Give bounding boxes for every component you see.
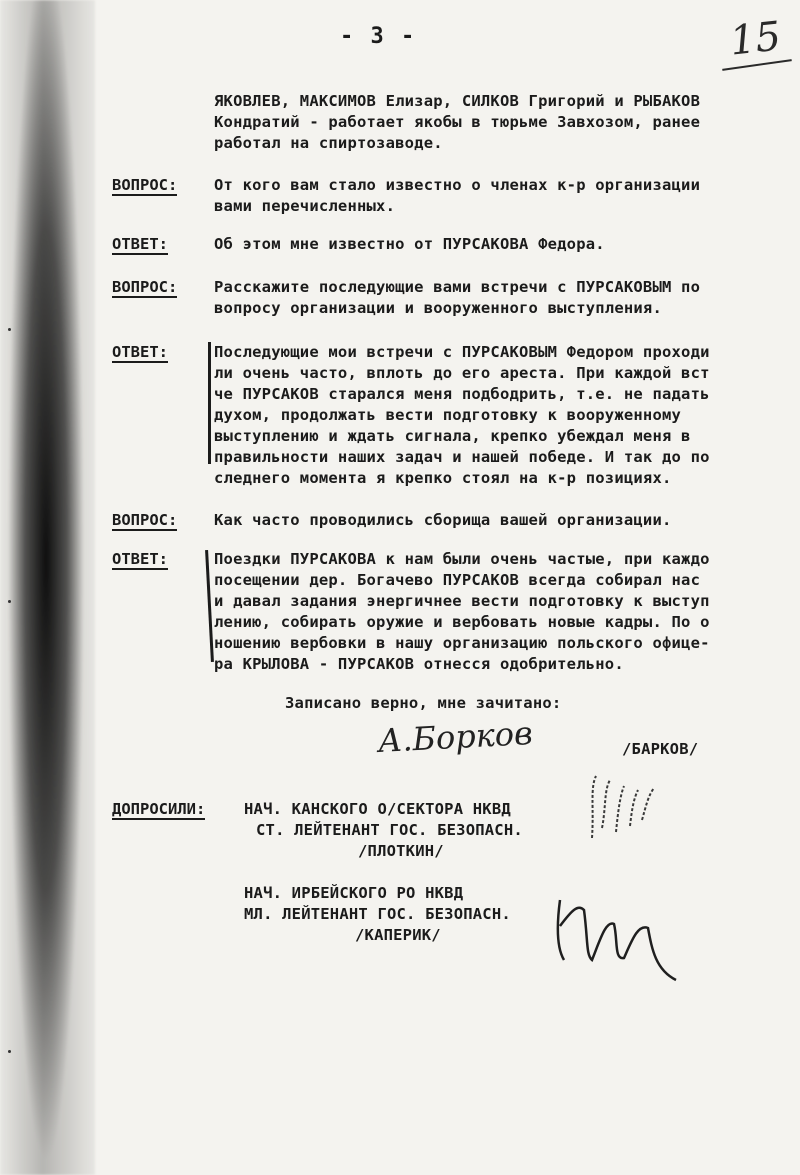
- answer-label: ОТВЕТ:: [112, 550, 168, 568]
- question-text: вопросу организации и вооруженного выступления.: [214, 299, 662, 317]
- answer-text: посещении дер. Богачево ПУРСАКОВ всегда собирал нас: [214, 571, 701, 589]
- kaperik-signature: [548, 880, 688, 990]
- intro-line: Кондратий - работает якобы в тюрьме Завхозом, ранее: [214, 113, 701, 131]
- answer-label: ОТВЕТ:: [112, 343, 168, 361]
- question-label: ВОПРОС:: [112, 511, 178, 529]
- interrogators-label: ДОПРОСИЛИ:: [112, 800, 206, 818]
- answer-text: лению, собирать оружие и вербовать новые кадры. По о: [214, 613, 710, 631]
- question-text: Расскажите последующие вами встречи с ПУРСАКОВЫМ по: [214, 278, 701, 296]
- interrogator-rank: МЛ. ЛЕЙТЕНАНТ ГОС. БЕЗОПАСН.: [244, 905, 511, 923]
- answer-text: че ПУРСАКОВ старался меня подбодрить, т.е. не падать: [214, 385, 710, 403]
- answer-text: Последующие мои встречи с ПУРСАКОВЫМ Федором проходи: [214, 343, 710, 361]
- question-label: ВОПРОС:: [112, 278, 178, 296]
- page-number: - 3 -: [340, 24, 417, 49]
- archive-number: 15: [727, 13, 784, 65]
- interrogator-name: /ПЛОТКИН/: [358, 842, 444, 860]
- copy-smudge: [0, 0, 95, 1175]
- answer-text: правильности наших задач и нашей победе. И так до по: [214, 448, 710, 466]
- interrogator-title: НАЧ. ИРБЕЙСКОГО РО НКВД: [244, 884, 464, 902]
- answer-text: Поездки ПУРСАКОВА к нам были очень частые, при каждо: [214, 550, 710, 568]
- answer-text: духом, продолжать вести подготовку к вооруженному: [214, 406, 682, 424]
- intro-line: работал на спиртозаводе.: [214, 134, 443, 152]
- answer-text: ношению вербовки в нашу организацию польского офице-: [214, 634, 710, 652]
- question-label: ВОПРОС:: [112, 176, 178, 194]
- interrogator-title: НАЧ. КАНСКОГО О/СЕКТОРА НКВД: [244, 800, 511, 818]
- edge-speck: [8, 1050, 11, 1053]
- answer-text: Об этом мне известно от ПУРСАКОВА Федора.: [214, 235, 605, 253]
- margin-mark: [208, 342, 211, 464]
- edge-speck: [8, 600, 11, 603]
- witness-signature: А.Борков: [377, 713, 534, 761]
- interrogator-rank: СТ. ЛЕЙТЕНАНТ ГОС. БЕЗОПАСН.: [256, 821, 523, 839]
- question-text: От кого вам стало известно о членах к-р организации: [214, 176, 701, 194]
- answer-text: и давал задания энергичнее вести подготовку к выступ: [214, 592, 710, 610]
- question-text: вами перечисленных.: [214, 197, 396, 215]
- answer-label: ОТВЕТ:: [112, 235, 168, 253]
- edge-speck: [8, 328, 11, 331]
- plotkin-signature: [572, 768, 682, 848]
- attestation-text: Записано верно, мне зачитано:: [285, 694, 562, 712]
- answer-text: ли очень часто, вплоть до его ареста. При каждой вст: [214, 364, 710, 382]
- answer-text: следнего момента я крепко стоял на к-р позициях.: [214, 469, 672, 487]
- answer-text: выступлению и ждать сигнала, крепко убеждал меня в: [214, 427, 691, 445]
- question-text: Как часто проводились сборища вашей организации.: [214, 511, 672, 529]
- answer-text: ра КРЫЛОВА - ПУРСАКОВ отнесся одобрительно.: [214, 655, 624, 673]
- intro-line: ЯКОВЛЕВ, МАКСИМОВ Елизар, СИЛКОВ Григорий и РЫБАКОВ: [214, 92, 701, 110]
- margin-mark: [205, 550, 214, 662]
- interrogator-name: /КАПЕРИК/: [355, 926, 441, 944]
- witness-name: /БАРКОВ/: [622, 740, 699, 758]
